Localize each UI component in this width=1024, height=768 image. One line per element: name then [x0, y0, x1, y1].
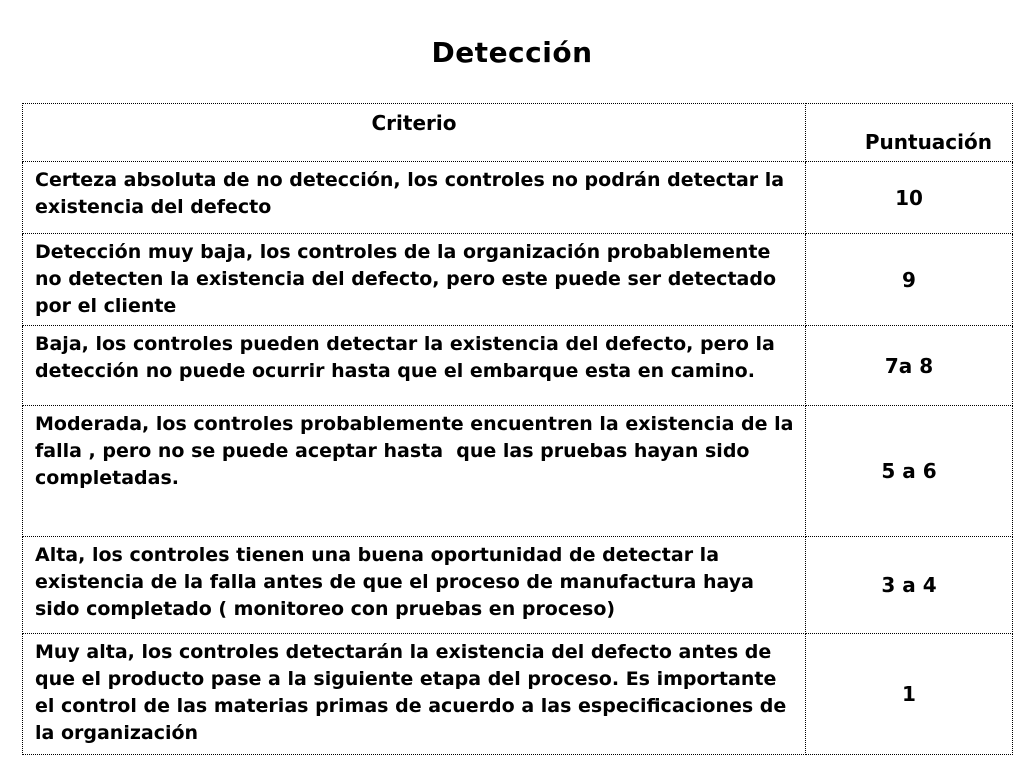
column-header-puntuacion: Puntuación [806, 104, 1013, 162]
page-title: Detección [431, 36, 593, 69]
puntuacion-cell: 1 [806, 634, 1013, 755]
criterio-cell: Moderada, los controles probablemente encuentren la existencia de la falla , pero no se puede aceptar hasta que las pruebas hayan sido completadas. [23, 406, 806, 537]
table-row [23, 634, 1013, 755]
criterio-cell: Certeza absoluta de no detección, los controles no podrán detectar la existencia del defecto [23, 162, 806, 234]
table-header-row [23, 104, 1013, 162]
table-row [23, 326, 1013, 406]
column-header-criterio: Criterio [23, 104, 806, 162]
table-row [23, 162, 1013, 234]
criteria-table [22, 103, 1013, 755]
table-row [23, 234, 1013, 326]
criterio-cell: Alta, los controles tienen una buena oportunidad de detectar la existencia de la falla antes de que el proceso de manufactura haya sido completado ( monitoreo con pruebas en proceso) [23, 537, 806, 634]
table-row [23, 537, 1013, 634]
puntuacion-cell: 3 a 4 [806, 537, 1013, 634]
puntuacion-cell: 7a 8 [806, 326, 1013, 406]
puntuacion-cell: 9 [806, 234, 1013, 326]
criterio-cell: Muy alta, los controles detectarán la existencia del defecto antes de que el producto pase a la siguiente etapa del proceso. Es importante el control de las materias primas de acuerdo a las especificaciones de la organización [23, 634, 806, 755]
puntuacion-cell: 10 [806, 162, 1013, 234]
criterio-cell: Baja, los controles pueden detectar la existencia del defecto, pero la detección no puede ocurrir hasta que el embarque esta en camino. [23, 326, 806, 406]
criterio-cell: Detección muy baja, los controles de la organización probablemente no detecten la existencia del defecto, pero este puede ser detectado por el cliente [23, 234, 806, 326]
puntuacion-cell: 5 a 6 [806, 406, 1013, 537]
table-row [23, 406, 1013, 537]
